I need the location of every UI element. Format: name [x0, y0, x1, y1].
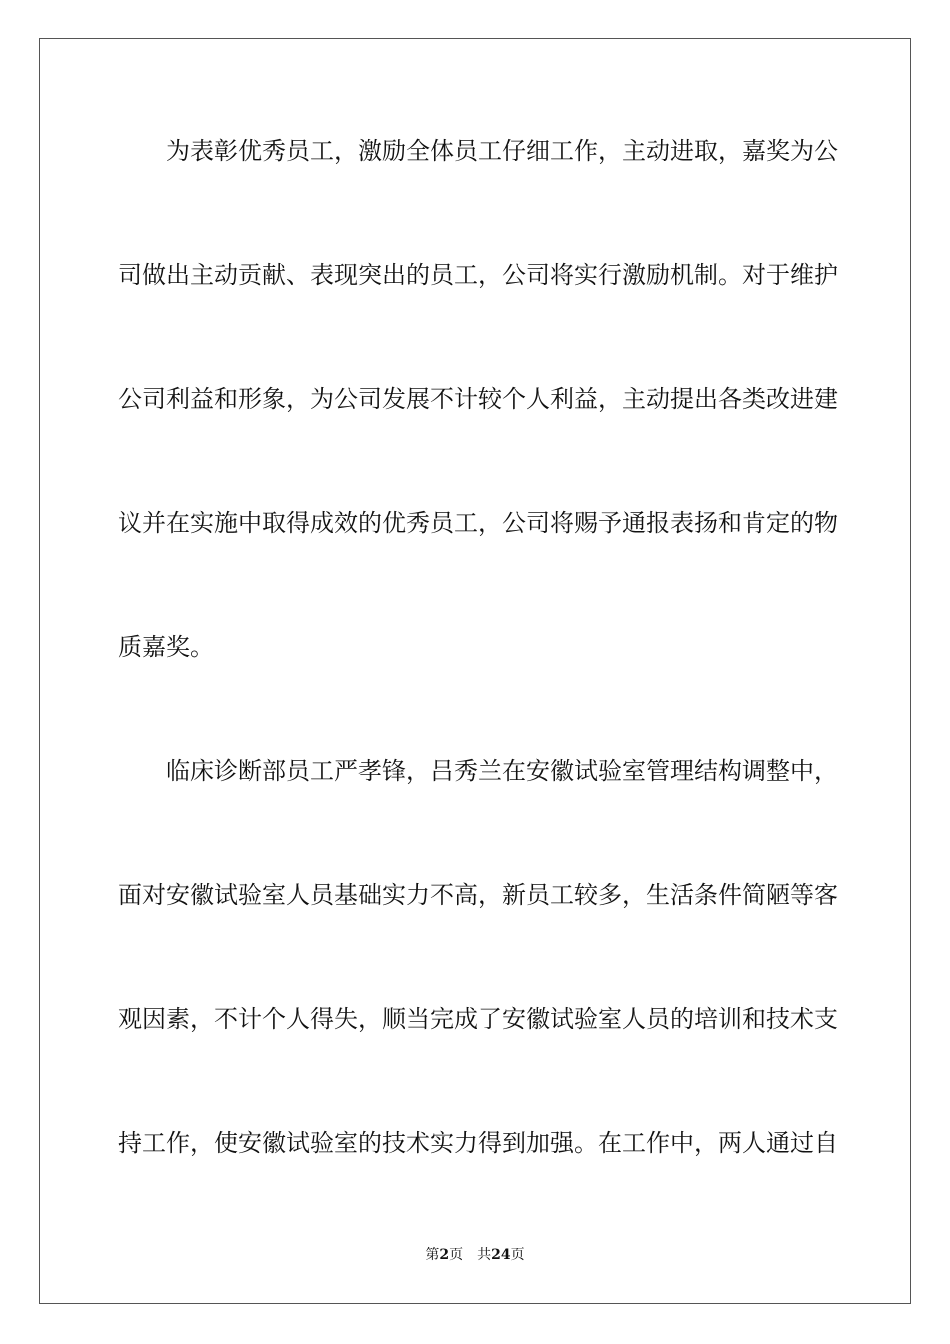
- page-footer: [0, 1246, 950, 1264]
- paragraph-2-line-1: 临床诊断部员工严孝锋，吕秀兰在安徽试验室管理结构调整中，: [166, 757, 838, 785]
- page-frame: [39, 38, 911, 1304]
- paragraph-1-line-5: 质嘉奖。: [118, 633, 214, 661]
- paragraph-2-line-3: 观因素，不计个人得失，顺当完成了安徽试验室人员的培训和技术支: [118, 1005, 838, 1033]
- footer-page-number: 2: [439, 1247, 450, 1263]
- footer-page-suffix: 页: [449, 1247, 464, 1263]
- paragraph-1-line-4: 议并在实施中取得成效的优秀员工，公司将赐予通报表扬和肯定的物: [118, 509, 838, 537]
- footer-page-prefix: 第: [425, 1247, 440, 1263]
- footer-total-suffix: 页: [510, 1247, 525, 1263]
- paragraph-1-line-3: 公司利益和形象，为公司发展不计较个人利益，主动提出各类改进建: [118, 385, 838, 413]
- paragraph-2-line-4: 持工作，使安徽试验室的技术实力得到加强。在工作中，两人通过自: [118, 1129, 838, 1157]
- paragraph-1-line-2: 司做出主动贡献、表现突出的员工，公司将实行激励机制。对于维护: [118, 261, 838, 289]
- paragraph-2-line-2: 面对安徽试验室人员基础实力不高，新员工较多，生活条件简陋等客: [118, 881, 838, 909]
- paragraph-1-line-1: 为表彰优秀员工，激励全体员工仔细工作，主动进取，嘉奖为公: [166, 137, 838, 165]
- footer-total-prefix: 共: [477, 1247, 492, 1263]
- footer-total-pages: 24: [491, 1247, 511, 1263]
